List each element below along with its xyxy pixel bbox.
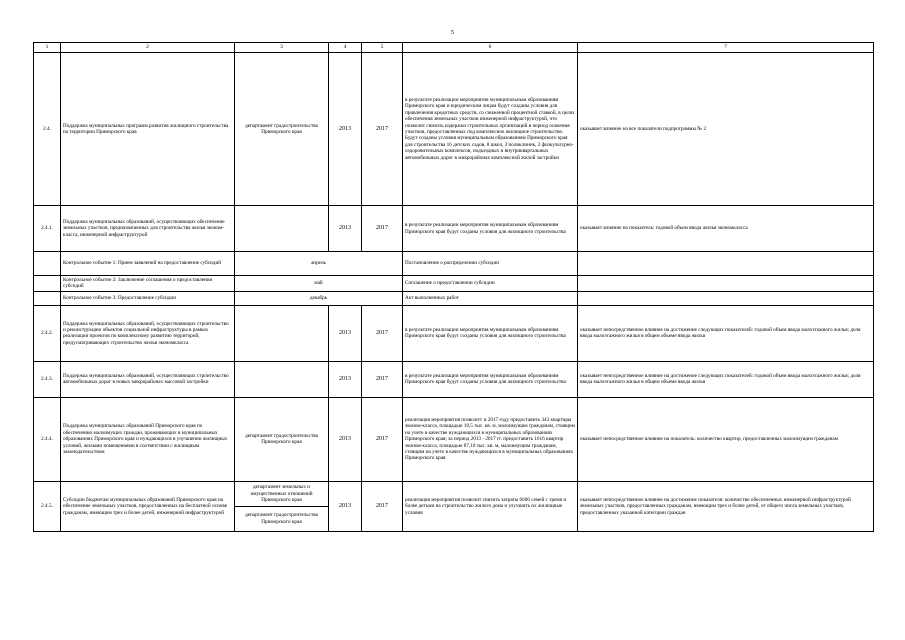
control-event-row <box>34 291 874 305</box>
expected-result: реализация мероприятия позволит снизить затраты 6600 семей с тремя и более детьми на строительство жилого дома и улучшить их жилищные условия <box>403 481 578 531</box>
control-event-result: Соглашение о предоставлении субсидии <box>403 276 578 292</box>
control-event-row <box>34 276 874 292</box>
start-year: 2013 <box>329 206 362 252</box>
header-col-4: 4 <box>329 43 362 53</box>
end-year: 2017 <box>362 305 403 361</box>
header-col-6: 6 <box>403 43 578 53</box>
responsible-dept <box>235 206 329 252</box>
control-event-title: Контрольное событие 2: Заключение соглашения о предоставлении субсидий <box>61 276 235 292</box>
responsible-dept-secondary: департамент градостроительства Приморского края <box>235 506 329 531</box>
expected-result: реализация мероприятия позволит: в 2017 году предоставить 343 квартиры эконом-класса, площадью 18,5 тыс. кв. м, малоимущим гражданам, стоящим на учете в качестве нуждающихся в муниципальных образованиях Приморского края; за период 2013 - 2017 гг. предоставить 1616 квартир эконом-класса, площадью 87,18 тыс. кв. м, малоимущим гражданам, стоящим на учете в качестве нуждающихся в муниципальных образованиях Приморского края <box>403 397 578 481</box>
table-row <box>34 481 874 506</box>
row-number: 2.4.1. <box>34 206 61 252</box>
measure-title: Поддержка муниципальных программ развития жилищного строительства на территории Приморского края <box>61 53 235 206</box>
control-event-period: май <box>235 276 403 292</box>
indicator-effect: оказывает непосредственное влияние на достижение показателя: количество обеспеченных инженерной инфраструктурой земельных участков, предоставленных гражданам, имеющим трех и более детей, от общего числа земельных участков, предоставленных указанной категории граждан <box>578 481 874 531</box>
measure-title: Поддержка муниципальных образований Приморского края по обеспечению малоимущих граждан, проживающих в муниципальных образованиях Приморского края и нуждающихся в улучшении жилищных условий, жилыми помещениями в соответствии с жилищным законодательством <box>61 397 235 481</box>
page-number: 5 <box>451 30 454 36</box>
table-row <box>34 397 874 481</box>
responsible-dept: департамент земельных и имущественных отношений Приморского края <box>235 481 329 506</box>
expected-result: в результате реализации мероприятия муниципальным образованиям Приморского края будут созданы условия для жилищного строительства <box>403 206 578 252</box>
responsible-dept: департамент градостроительства Приморского края <box>235 53 329 206</box>
indicator-effect: оказывает непосредственное влияние на достижение следующих показателей: годовой объем ввода малоэтажного жилья; доля ввода малоэтажного жилья в общем объеме ввода жилья <box>578 361 874 397</box>
end-year: 2017 <box>362 361 403 397</box>
start-year: 2013 <box>329 361 362 397</box>
start-year: 2013 <box>329 397 362 481</box>
table-row <box>34 305 874 361</box>
row-number: 2.4.4. <box>34 397 61 481</box>
row-number: 2.4.2. <box>34 305 61 361</box>
responsible-dept <box>235 305 329 361</box>
measure-title: Поддержка муниципальных образований, осуществляющих строительство и реконструкцию объектов социальной инфраструктуры в рамках реализации проектов по комплексному развитию территорий, предусматривающих строительство жилья экономкласса <box>61 305 235 361</box>
responsible-dept <box>235 361 329 397</box>
indicator-effect: оказывает влияние на все показатели подпрограммы № 2 <box>578 53 874 206</box>
row-number: 2.4.5. <box>34 481 61 531</box>
program-table <box>33 42 874 532</box>
start-year: 2013 <box>329 305 362 361</box>
table-row <box>34 53 874 206</box>
table-row <box>34 361 874 397</box>
measure-title: Поддержка муниципальных образований, осуществляющих обеспечение земельных участков, предназначенных для строительства жилья эконом-класса, инженерной инфраструктурой <box>61 206 235 252</box>
header-col-2: 2 <box>61 43 235 53</box>
end-year: 2017 <box>362 397 403 481</box>
header-col-3: 3 <box>235 43 329 53</box>
measure-title: Поддержка муниципальных образований, осуществляющих строительство автомобильных дорог в новых микрорайонах массовой застройки <box>61 361 235 397</box>
end-year: 2017 <box>362 206 403 252</box>
indicator-effect: оказывает непосредственное влияние на достижение следующих показателей: годовой объем ввода малоэтажного жилья; доля ввода малоэтажного жилья в общем объеме ввода жилья <box>578 305 874 361</box>
control-event-result: Акт выполненных работ <box>403 291 578 305</box>
control-event-title: Контрольное событие 3: Предоставление субсидии <box>61 291 235 305</box>
measure-title: Субсидии бюджетам муниципальных образований Приморского края на обеспечение земельных участков, предоставленных на бесплатной основе гражданам, имеющим трех и более детей, инженерной инфраструктурой <box>61 481 235 531</box>
control-event-period: декабрь <box>235 291 403 305</box>
control-event-row <box>34 252 874 276</box>
header-col-7: 7 <box>578 43 874 53</box>
indicator-effect: оказывает влияние на показатель: годовой объем ввода жилья экономкласса <box>578 206 874 252</box>
row-number: 2.4.3. <box>34 361 61 397</box>
table-header-row <box>34 43 874 53</box>
responsible-dept: департамент градостроительства Приморского края <box>235 397 329 481</box>
header-col-1: 1 <box>34 43 61 53</box>
row-number: 2.4. <box>34 53 61 206</box>
start-year: 2013 <box>329 481 362 531</box>
control-event-result: Постановление о распределении субсидии <box>403 252 578 276</box>
expected-result: в результате реализации мероприятия муниципальным образованиям Приморского края будут созданы условия для жилищного строительства <box>403 305 578 361</box>
control-event-period: апрель <box>235 252 403 276</box>
expected-result: в результате реализации мероприятия муниципальным образованиям Приморского края и юридическим лицам будут созданы условия для привлечения кредитных средств, со сниженной процентной ставкой, в целях обеспечения земельных участков инженерной инфраструктурой, что позволит снизить издержки строительных организаций в период освоения участков, предоставленных под комплексное жилищное строительство. Будут созданы условия муниципальным образованиям Приморского края для строительства 16 детских садов, 8 школ, 3 поликлиник, 2 физкультурно-оздоровительных комплексов, подъездных и внутриквартальных автомобильных дорог в микрорайонах комплексной жилой застройки <box>403 53 578 206</box>
end-year: 2017 <box>362 481 403 531</box>
indicator-effect: оказывает непосредственное влияние на показатель: количество квартир, предоставленных малоимущим гражданам <box>578 397 874 481</box>
header-col-5: 5 <box>362 43 403 53</box>
table-row <box>34 206 874 252</box>
start-year: 2013 <box>329 53 362 206</box>
expected-result: в результате реализации мероприятия муниципальным образованиям Приморского края будут созданы условия для жилищного строительства <box>403 361 578 397</box>
control-event-title: Контрольное событие 1: Прием заявлений на предоставление субсидий <box>61 252 235 276</box>
end-year: 2017 <box>362 53 403 206</box>
